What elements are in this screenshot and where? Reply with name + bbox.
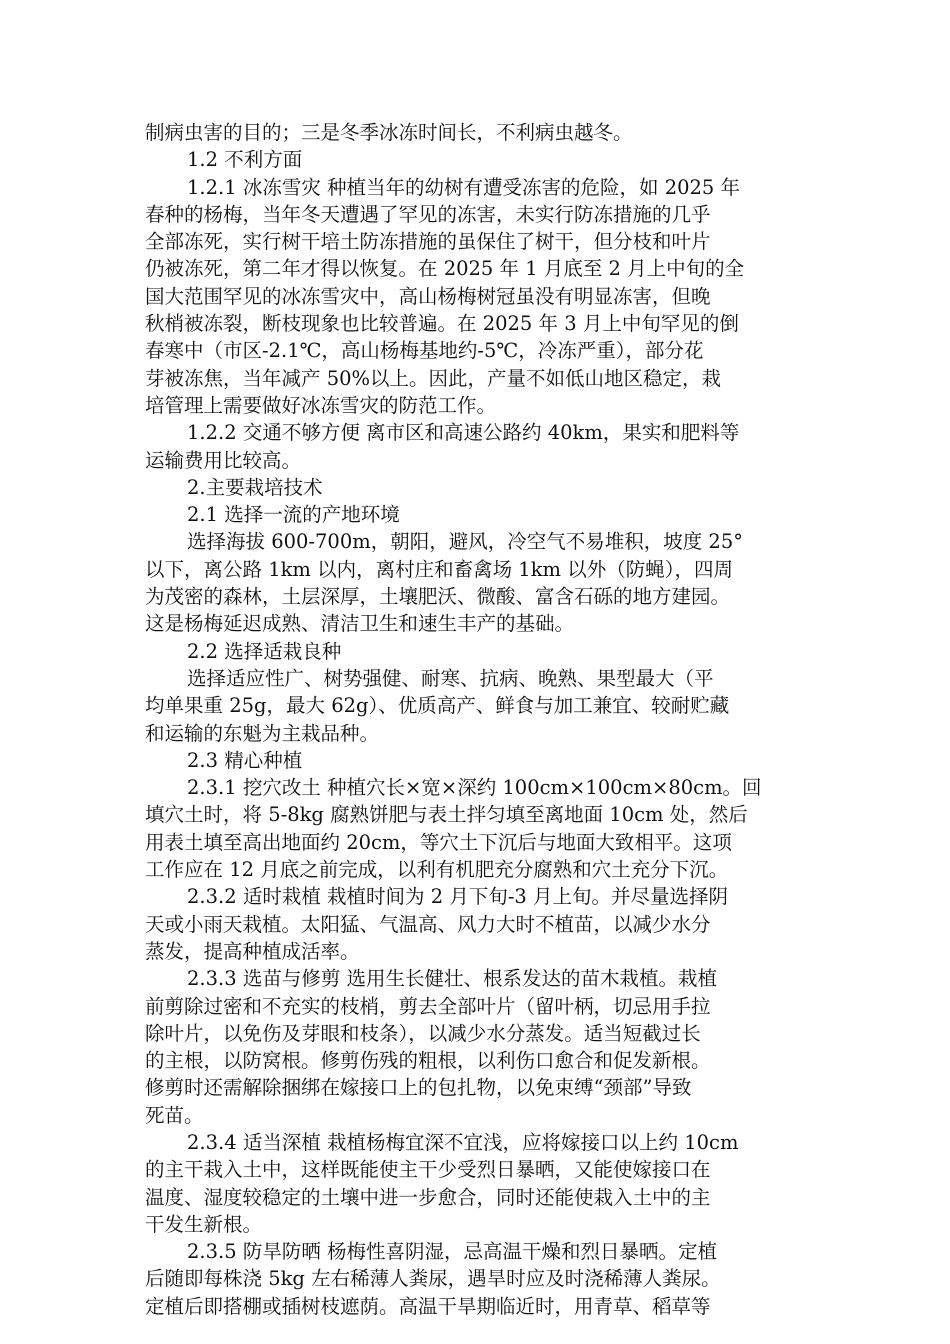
text-line: 修剪时还需解除捆绑在嫁接口上的包扎物，以免束缚“颈部”导致 xyxy=(145,1076,692,1100)
text-line: 2.3.1 挖穴改土 种植穴长×宽×深约 100cm×100cm×80cm。回 xyxy=(187,776,762,800)
text-line: 制病虫害的目的；三是冬季冰冻时间长，不利病虫越冬。 xyxy=(145,121,633,144)
text-line: 1.2 不利方面 xyxy=(187,148,303,172)
text-line: 2.3.4 适当深植 栽植杨梅宜深不宜浅，应将嫁接口以上约 10cm xyxy=(187,1130,739,1154)
text-line: 定植后即搭棚或插树枝遮荫。高温干旱期临近时，用青草、稻草等 xyxy=(145,1294,711,1318)
text-line: 秋梢被冻裂，断枝现象也比较普遍。在 2025 年 3 月上中旬罕见的倒 xyxy=(145,312,739,336)
text-line: 选择海拔 600-700m，朝阳，避风，冷空气不易堆积，坡度 25° xyxy=(187,530,743,554)
text-line: 工作应在 12 月底之前完成，以利有机肥充分腐熟和穴土充分下沉。 xyxy=(145,858,729,882)
text-line: 全部冻死，实行树干培土防冻措施的虽保住了树干，但分枝和叶片 xyxy=(145,230,711,254)
text-line: 运输费用比较高。 xyxy=(145,448,302,472)
text-line: 这是杨梅延迟成熟、清洁卫生和速生丰产的基础。 xyxy=(145,612,575,636)
text-line: 以下，离公路 1km 以内，离村庄和畜禽场 1km 以外（防蝇），四周 xyxy=(145,557,733,581)
text-line: 除叶片，以免伤及芽眼和枝条），以减少水分蒸发。适当短截过长 xyxy=(145,1021,701,1045)
text-line: 为茂密的森林，土层深厚，土壤肥沃、微酸、富含石砾的地方建园。 xyxy=(145,585,731,609)
text-line: 用表土填至高出地面约 20cm，等穴土下沉后与地面大致相平。这项 xyxy=(145,830,732,854)
text-line: 2.3.3 选苗与修剪 选用生长健壮、根系发达的苗木栽植。栽植 xyxy=(187,967,718,991)
text-line: 2.2 选择适栽良种 xyxy=(187,639,342,663)
text-line: 培管理上需要做好冰冻雪灾的防范工作。 xyxy=(145,393,497,417)
text-line: 干发生新根。 xyxy=(145,1212,263,1236)
text-line: 前剪除过密和不充实的枝梢，剪去全部叶片（留叶柄，切忌用手拉 xyxy=(145,994,711,1018)
text-line: 2.1 选择一流的产地环境 xyxy=(187,503,400,527)
text-line: 仍被冻死，第二年才得以恢复。在 2025 年 1 月底至 2 月上中旬的全 xyxy=(145,257,745,281)
text-line: 国大范围罕见的冰冻雪灾中，高山杨梅树冠虽没有明显冻害，但晚 xyxy=(145,284,711,308)
text-line: 的主干栽入土中，这样既能使主干少受烈日暴晒，又能使嫁接口在 xyxy=(145,1158,711,1182)
text-line: 死苗。 xyxy=(145,1103,204,1127)
text-line: 1.2.1 冰冻雪灾 种植当年的幼树有遭受冻害的危险，如 2025 年 xyxy=(187,175,741,199)
text-line: 2.3.5 防旱防晒 杨梅性喜阴湿，忌高温干燥和烈日暴晒。定植 xyxy=(187,1240,718,1264)
text-line: 天或小雨天栽植。太阳猛、气温高、风力大时不植苗，以减少水分 xyxy=(145,912,711,936)
text-line: 选择适应性广、树势强健、耐寒、抗病、晚熟、果型最大（平 xyxy=(187,666,714,690)
text-line: 春种的杨梅，当年冬天遭遇了罕见的冻害，未实行防冻措施的几乎 xyxy=(145,202,711,226)
text-line: 温度、湿度较稳定的土壤中进一步愈合，同时还能使栽入土中的主 xyxy=(145,1185,711,1209)
text-line: 和运输的东魁为主栽品种。 xyxy=(145,721,380,745)
document-page xyxy=(145,119,809,1320)
text-line: 后随即每株浇 5kg 左右稀薄人粪尿，遇旱时应及时浇稀薄人粪尿。 xyxy=(145,1267,721,1291)
text-line: 的主根，以防窝根。修剪伤残的粗根，以利伤口愈合和促发新根。 xyxy=(145,1049,711,1073)
text-line: 蒸发，提高种植成活率。 xyxy=(145,939,360,963)
text-line: 春寒中（市区-2.1℃，高山杨梅基地约-5℃，冷冻严重），部分花 xyxy=(145,339,704,363)
text-line: 均单果重 25g，最大 62g）、优质高产、鲜食与加工兼宜、较耐贮藏 xyxy=(145,694,730,718)
text-line: 芽被冻焦，当年减产 50%以上。因此，产量不如低山地区稳定，栽 xyxy=(145,366,722,390)
text-line: 1.2.2 交通不够方便 离市区和高速公路约 40km，果实和肥料等 xyxy=(187,421,740,445)
text-line: 2.3 精心种植 xyxy=(187,748,303,772)
text-line: 2.3.2 适时栽植 栽植时间为 2 月下旬-3 月上旬。并尽量选择阴 xyxy=(187,885,729,909)
text-line: 2.主要栽培技术 xyxy=(187,475,323,499)
text-line: 填穴土时，将 5-8kg 腐熟饼肥与表土拌匀填至离地面 10cm 处，然后 xyxy=(145,803,748,827)
